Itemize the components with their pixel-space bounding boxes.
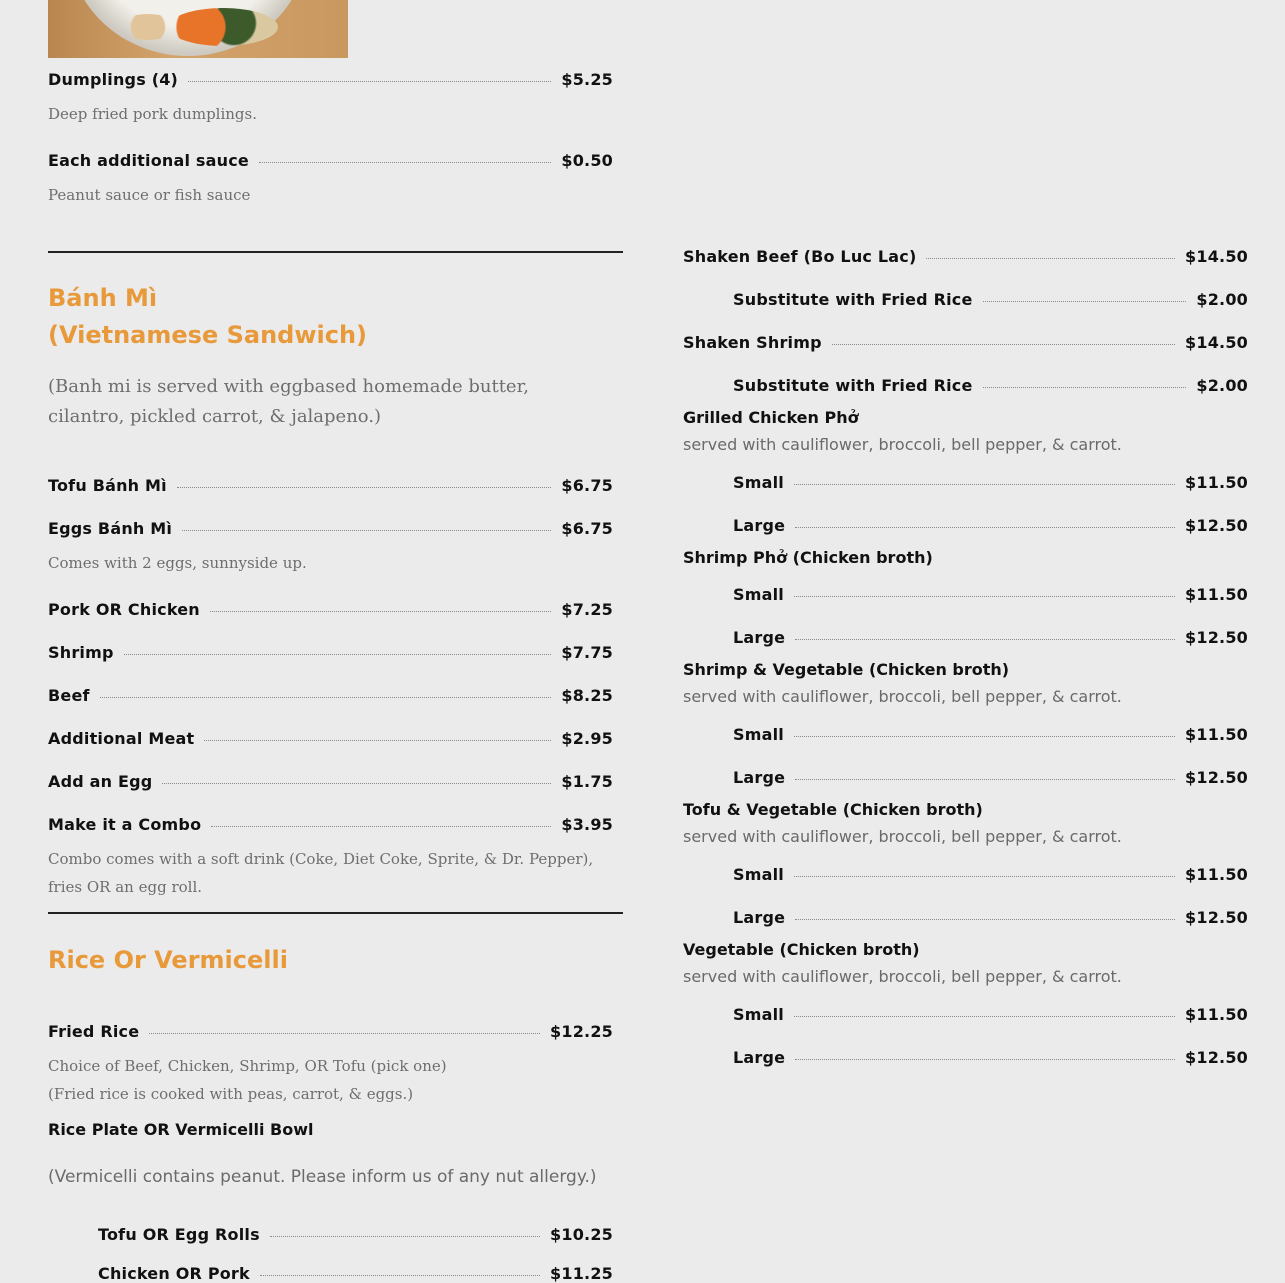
dot-leader [177, 487, 552, 488]
size-label: Large [733, 516, 786, 535]
size-small [733, 1005, 1248, 1024]
size-small [733, 585, 1248, 604]
size-small [733, 473, 1248, 492]
menu-right-column [683, 0, 1248, 1279]
item-price: $1.75 [561, 772, 613, 791]
pho-title: Shrimp Phở (Chicken broth) [683, 548, 933, 567]
banh-mi-intro: (Banh mi is served with eggbased homemade butter, cilantro, pickled carrot, & jalapeno.) [48, 376, 529, 427]
item-price: $14.50 [1185, 247, 1248, 266]
dot-leader [124, 654, 552, 655]
section-divider [48, 912, 623, 914]
menu-item-shaken-beef [683, 247, 1248, 266]
dot-leader [794, 736, 1175, 737]
size-label: Large [733, 628, 786, 647]
item-price: $7.75 [561, 643, 613, 662]
dot-leader [983, 387, 1187, 388]
section-heading-banh-mi [48, 280, 367, 354]
dot-leader [795, 919, 1175, 920]
item-name: Beef [48, 686, 90, 705]
menu-item-tofu-egg-rolls [98, 1225, 613, 1244]
size-label: Small [733, 865, 784, 884]
pho-description: served with cauliflower, broccoli, bell pepper, & carrot. [683, 967, 1122, 986]
dot-leader [794, 484, 1175, 485]
size-large [733, 628, 1248, 647]
item-price: $0.50 [561, 151, 613, 170]
dot-leader [182, 530, 551, 531]
item-price: $7.25 [561, 600, 613, 619]
heading-line: (Vietnamese Sandwich) [48, 321, 368, 349]
dot-leader [795, 639, 1175, 640]
pho-title: Vegetable (Chicken broth) [683, 940, 920, 959]
item-price: $14.50 [1185, 333, 1248, 352]
item-price: $5.25 [561, 70, 613, 89]
heading-line: Bánh Mì [48, 284, 158, 312]
dot-leader [983, 301, 1187, 302]
dot-leader [259, 162, 551, 163]
dot-leader [795, 527, 1175, 528]
item-name: Add an Egg [48, 772, 153, 791]
item-price: $12.25 [550, 1022, 613, 1041]
item-name: Tofu OR Egg Rolls [98, 1225, 260, 1244]
option-substitute-fried-rice [733, 376, 1248, 395]
item-name: Pork OR Chicken [48, 600, 200, 619]
pho-description: served with cauliflower, broccoli, bell pepper, & carrot. [683, 827, 1122, 846]
menu-left-column [48, 0, 623, 1283]
item-price: $11.25 [550, 1264, 613, 1283]
item-name: Shrimp [48, 643, 114, 662]
pho-description: served with cauliflower, broccoli, bell pepper, & carrot. [683, 435, 1122, 454]
menu-item-tofu-banh-mi [48, 476, 613, 495]
item-price: $12.50 [1185, 768, 1248, 787]
size-label: Small [733, 1005, 784, 1024]
size-large [733, 516, 1248, 535]
size-large [733, 768, 1248, 787]
item-price: $8.25 [561, 686, 613, 705]
item-price: $10.25 [550, 1225, 613, 1244]
dot-leader [270, 1236, 540, 1237]
rice-plate-title: Rice Plate OR Vermicelli Bowl [48, 1120, 314, 1139]
item-price: $11.50 [1185, 865, 1248, 884]
size-label: Large [733, 768, 786, 787]
size-label: Small [733, 585, 784, 604]
menu-item-additional-sauce [48, 151, 613, 170]
item-price: $2.00 [1196, 290, 1248, 309]
item-name: Make it a Combo [48, 815, 202, 834]
dot-leader [926, 258, 1175, 259]
dot-leader [795, 1059, 1175, 1060]
size-small [733, 865, 1248, 884]
dot-leader [100, 697, 552, 698]
item-name: Substitute with Fried Rice [733, 290, 973, 309]
size-large [733, 908, 1248, 927]
item-name: Eggs Bánh Mì [48, 519, 173, 538]
item-name: Shaken Beef (Bo Luc Lac) [683, 247, 917, 266]
vegetable-garnish [168, 8, 278, 46]
vermicelli-allergy-note: (Vermicelli contains peanut. Please inform us of any nut allergy.) [48, 1167, 597, 1187]
menu-item-chicken-pork [98, 1264, 613, 1283]
item-price: $11.50 [1185, 1005, 1248, 1024]
menu-item-beef [48, 686, 613, 705]
dot-leader [795, 779, 1175, 780]
dot-leader [794, 596, 1175, 597]
item-description: Peanut sauce or fish sauce [48, 186, 251, 204]
dot-leader [794, 1016, 1175, 1017]
menu-item-additional-meat [48, 729, 613, 748]
dot-leader [204, 740, 551, 741]
item-price: $11.50 [1185, 725, 1248, 744]
dot-leader [162, 783, 551, 784]
item-price: $2.95 [561, 729, 613, 748]
size-label: Large [733, 1048, 786, 1067]
item-name: Additional Meat [48, 729, 195, 748]
pho-description: served with cauliflower, broccoli, bell pepper, & carrot. [683, 687, 1122, 706]
item-description: Deep fried pork dumplings. [48, 105, 257, 123]
item-price: $11.50 [1185, 585, 1248, 604]
pho-title: Grilled Chicken Phở [683, 408, 859, 427]
menu-item-combo [48, 815, 613, 834]
dot-leader [794, 876, 1175, 877]
option-substitute-fried-rice [733, 290, 1248, 309]
section-divider [48, 251, 623, 253]
menu-item-dumplings [48, 70, 613, 89]
dumplings-photo [48, 0, 348, 58]
item-price: $6.75 [561, 476, 613, 495]
item-name: Shaken Shrimp [683, 333, 822, 352]
menu-item-fried-rice [48, 1022, 613, 1041]
item-price: $6.75 [561, 519, 613, 538]
item-price: $12.50 [1185, 628, 1248, 647]
item-price: $3.95 [561, 815, 613, 834]
item-name: Each additional sauce [48, 151, 249, 170]
item-price: $12.50 [1185, 1048, 1248, 1067]
item-price: $12.50 [1185, 908, 1248, 927]
fried-rice-choice: Choice of Beef, Chicken, Shrimp, OR Tofu (pick one) [48, 1057, 447, 1075]
pho-title: Tofu & Vegetable (Chicken broth) [683, 800, 983, 819]
menu-item-shaken-shrimp [683, 333, 1248, 352]
item-price: $11.50 [1185, 473, 1248, 492]
pho-title: Shrimp & Vegetable (Chicken broth) [683, 660, 1010, 679]
dot-leader [832, 344, 1175, 345]
item-name: Fried Rice [48, 1022, 140, 1041]
section-heading-rice: Rice Or Vermicelli [48, 946, 288, 974]
size-large [733, 1048, 1248, 1067]
item-description: Comes with 2 eggs, sunnyside up. [48, 554, 307, 572]
item-name: Chicken OR Pork [98, 1264, 250, 1283]
item-name: Dumplings (4) [48, 70, 179, 89]
menu-item-shrimp [48, 643, 613, 662]
item-price: $12.50 [1185, 516, 1248, 535]
menu-item-pork-or-chicken [48, 600, 613, 619]
dot-leader [211, 826, 551, 827]
dot-leader [149, 1033, 540, 1034]
item-name: Tofu Bánh Mì [48, 476, 167, 495]
size-label: Small [733, 725, 784, 744]
menu-item-eggs-banh-mi [48, 519, 613, 538]
combo-description: Combo comes with a soft drink (Coke, Diet Coke, Sprite, & Dr. Pepper), fries OR an egg roll. [48, 850, 594, 896]
size-label: Large [733, 908, 786, 927]
dot-leader [210, 611, 552, 612]
fried-rice-note: (Fried rice is cooked with peas, carrot, & eggs.) [48, 1085, 414, 1103]
size-small [733, 725, 1248, 744]
item-name: Substitute with Fried Rice [733, 376, 973, 395]
item-price: $2.00 [1196, 376, 1248, 395]
dot-leader [188, 81, 551, 82]
menu-item-add-egg [48, 772, 613, 791]
size-label: Small [733, 473, 784, 492]
dot-leader [260, 1275, 540, 1276]
